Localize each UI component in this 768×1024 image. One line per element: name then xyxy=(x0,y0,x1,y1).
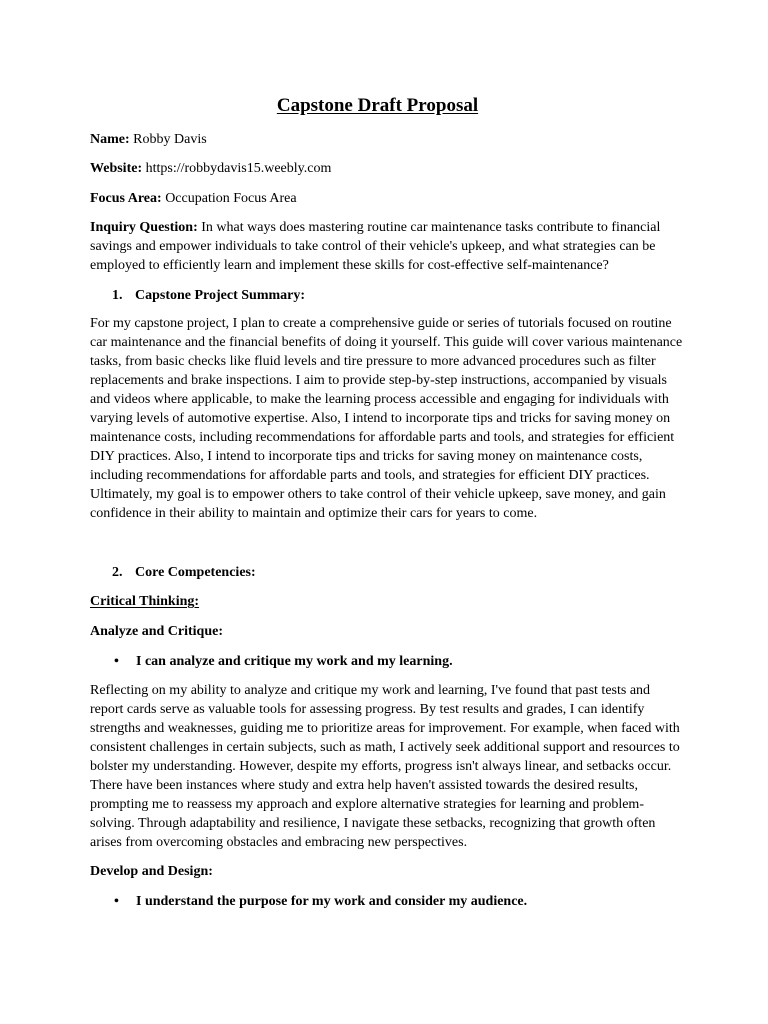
analyze-line: solving. Through adaptability and resilience, I navigate these setbacks, recognizing that growth often xyxy=(90,816,656,831)
summary-line: For my capstone project, I plan to create a comprehensive guide or series of tutorials focused on routine xyxy=(90,316,672,331)
critical-thinking-heading: Critical Thinking: xyxy=(90,594,200,609)
develop-design-heading: Develop and Design: xyxy=(90,864,213,879)
analyze-line: There have been instances where study and extra help haven't assisted towards the desired results, xyxy=(90,778,638,793)
analyze-paragraph xyxy=(90,681,678,852)
summary-line: car maintenance and the financial benefits of doing it yourself. This guide will cover various maintenance xyxy=(90,335,683,350)
focus-area-field xyxy=(90,189,690,208)
website-field xyxy=(90,159,690,178)
section-title: Core Competencies: xyxy=(135,565,256,580)
analyze-line: report cards serve as valuable tools for assessing progress. By test results and grades, I can identify xyxy=(90,702,645,717)
capstone-summary-paragraph xyxy=(90,314,683,523)
name-label: Name: xyxy=(90,132,130,147)
summary-line: and videos where applicable, to make the learning process accessible and engaging for individuals with xyxy=(90,392,669,407)
section-1-heading xyxy=(112,286,305,305)
summary-line: varying levels of automotive expertise. Also, I intend to incorporate tips and tricks for saving money on xyxy=(90,411,671,426)
analyze-line: consistent challenges in certain subjects, such as math, I actively seek additional support and resources to xyxy=(90,740,680,755)
bullet-icon: • xyxy=(114,894,119,909)
summary-line: tasks, from basic checks like fluid levels and tire pressure to more advanced procedures such as filter xyxy=(90,354,656,369)
inquiry-line: employed to efficiently learn and implement these skills for cost-effective self-maintenance? xyxy=(90,258,609,273)
website-value: https://robbydavis15.weebly.com xyxy=(145,161,332,176)
analyze-line: Reflecting on my ability to analyze and critique my work and learning, I've found that past tests and xyxy=(90,683,651,698)
analyze-line: prompting me to reassess my approach and explore alternative strategies for learning and problem- xyxy=(90,797,644,812)
section-2-heading xyxy=(112,563,256,582)
summary-line: Ultimately, my goal is to empower others to take control of their vehicle upkeep, save money, and gain xyxy=(90,487,666,502)
name-field xyxy=(90,130,690,149)
inquiry-line: savings and empower individuals to take control of their vehicle's upkeep, and what strategies can be xyxy=(90,239,656,254)
bullet-icon: • xyxy=(114,654,119,669)
focus-area-value: Occupation Focus Area xyxy=(165,191,297,206)
inquiry-label: Inquiry Question: xyxy=(90,220,198,235)
inquiry-line: Inquiry Question: In what ways does mastering routine car maintenance tasks contribute to financial xyxy=(90,220,661,235)
document-title: Capstone Draft Proposal xyxy=(276,95,479,116)
analyze-line: strengths and weaknesses, guiding me to prioritize areas for improvement. For example, when faced with xyxy=(90,721,680,736)
summary-line: confidence in their ability to maintain and optimize their cars for years to come. xyxy=(90,506,538,521)
section-number: 1. xyxy=(112,288,123,303)
analyze-bullet-item xyxy=(114,652,453,671)
summary-line: maintenance costs, including recommendations for affordable parts and tools, and strategies for efficient xyxy=(90,430,675,445)
section-number: 2. xyxy=(112,565,123,580)
analyze-line: bolster my understanding. However, despite my efforts, progress isn't always linear, and setbacks occur. xyxy=(90,759,672,774)
develop-bullet-item xyxy=(114,892,527,911)
name-value: Robby Davis xyxy=(133,132,207,147)
focus-area-label: Focus Area: xyxy=(90,191,162,206)
website-label: Website: xyxy=(90,161,143,176)
analyze-line: arises from overcoming obstacles and embracing new perspectives. xyxy=(90,835,468,850)
summary-line: DIY practices. Also, I intend to incorporate tips and tricks for saving money on maintenance costs, xyxy=(90,449,643,464)
bullet-text: I can analyze and critique my work and my learning. xyxy=(136,654,453,669)
section-title: Capstone Project Summary: xyxy=(135,288,306,303)
analyze-critique-heading: Analyze and Critique: xyxy=(90,624,223,639)
inquiry-question xyxy=(90,218,678,275)
bullet-text: I understand the purpose for my work and consider my audience. xyxy=(136,894,528,909)
summary-line: including recommendations for affordable parts and tools, and strategies for efficient DIY practices. xyxy=(90,468,650,483)
summary-line: replacements and brake inspections. I aim to provide step-by-step instructions, accompanied by visuals xyxy=(90,373,667,388)
